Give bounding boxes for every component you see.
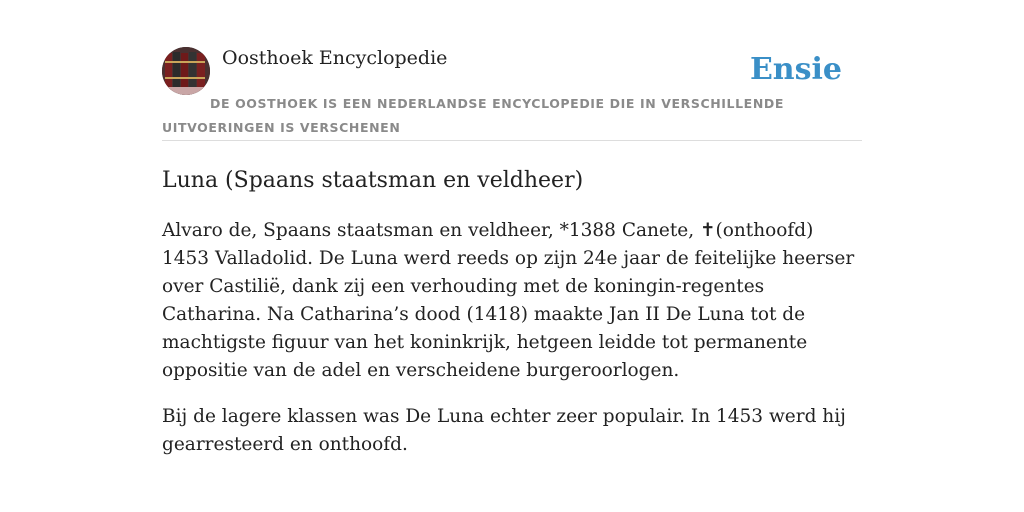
site-title[interactable]: Oosthoek Encyclopedie bbox=[222, 47, 448, 69]
article-paragraph: Bij de lagere klassen was De Luna echter zeer populair. In 1453 werd hij gearresteerd en onthoofd. bbox=[162, 406, 846, 455]
article-body bbox=[162, 217, 862, 459]
article-title: Luna (Spaans staatsman en veldheer) bbox=[162, 168, 584, 193]
article-paragraph: Alvaro de, Spaans staatsman en veldheer, *1388 Canete, ✝(onthoofd) 1453 Valladolid. De Luna werd reeds op zijn 24e jaar de feitelijke heerser over Castilië, dank zij een verhouding met de koningin-regentes Catharina. Na Catharina’s dood (1418) maakte Jan II De Luna tot de machtigste figuur van het koninkrijk, hetgeen leidde tot permanente oppositie van de adel en verscheidene burgeroorlogen. bbox=[162, 220, 855, 381]
brand-logo[interactable]: Ensie bbox=[749, 52, 842, 87]
avatar[interactable] bbox=[162, 47, 210, 95]
site-tagline: DE OOSTHOEK IS EEN NEDERLANDSE ENCYCLOPEDIE DIE IN VERSCHILLENDE UITVOERINGEN IS VERSCHENEN bbox=[162, 96, 784, 135]
book-spines-icon bbox=[162, 47, 210, 95]
page bbox=[162, 44, 862, 477]
site-header bbox=[162, 44, 862, 141]
